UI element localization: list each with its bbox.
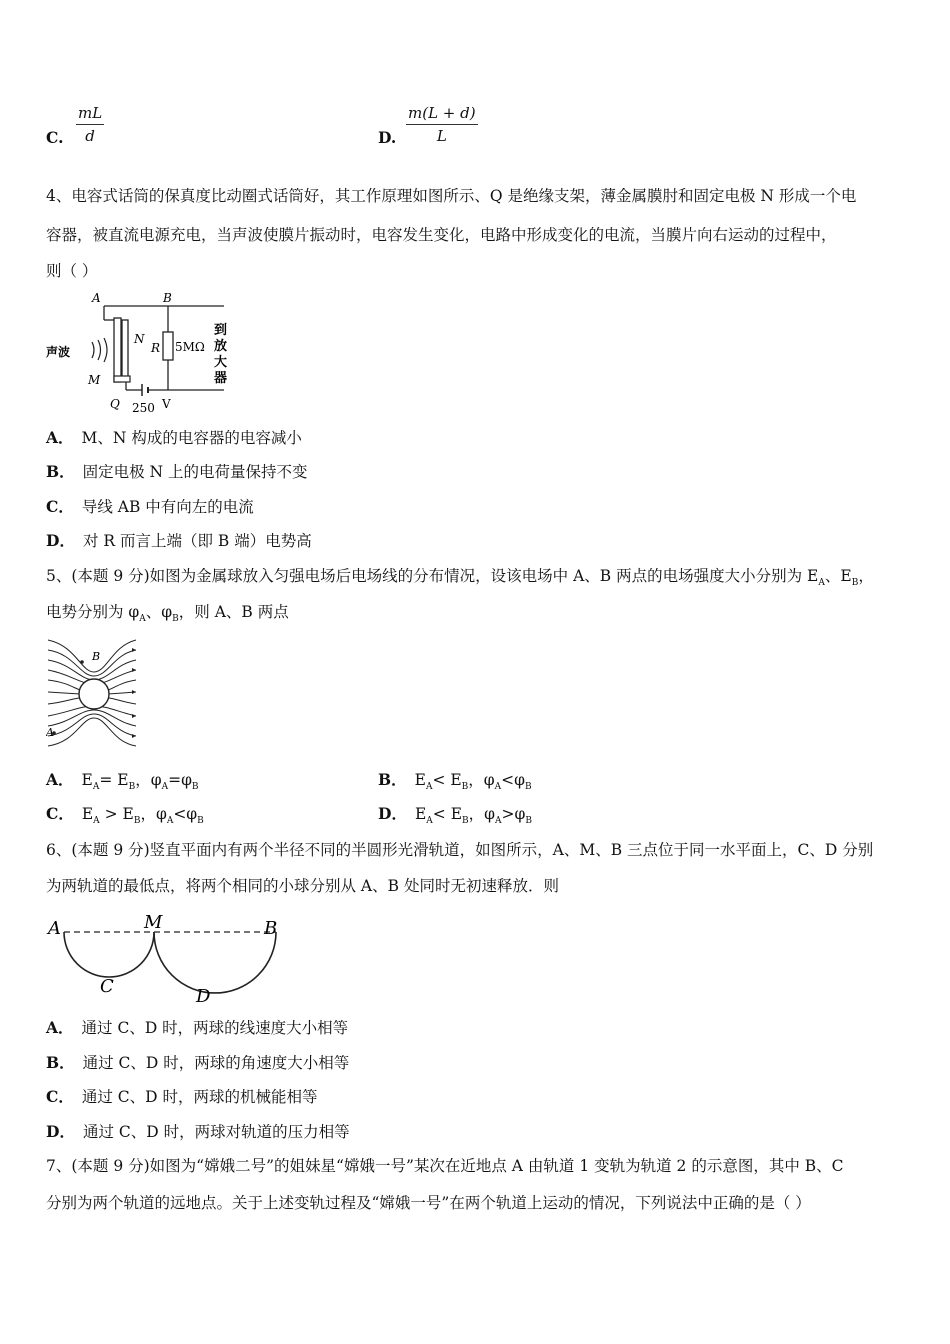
q4-option-a-label: A． [46, 428, 74, 447]
q5-stem-line1-text: 5、(本题 9 分)如图为金属球放入匀强电场后电场线的分布情况，设该电场中 A、B 两点的电场强度大小分别为 E [46, 567, 819, 585]
q5-option-c-label: C． [46, 804, 74, 823]
q5-fig-label-a: A [46, 726, 54, 739]
q4-circuit-diagram [44, 290, 244, 415]
q5-option-c-text: $E_A > E_B$，$\varphi_A<\varphi_B$ [81, 805, 204, 827]
q3-option-d-fraction [406, 104, 478, 145]
q6-option-c-label: C． [46, 1087, 74, 1106]
q5-option-c [46, 804, 204, 831]
q6-option-b-label: B． [46, 1053, 75, 1072]
q4-fig-label-b: B [163, 291, 172, 305]
q4-option-b-text: 固定电极 N 上的电荷量保持不变 [82, 463, 308, 481]
q3-option-c-label: C. [46, 128, 64, 147]
q6-track-diagram [44, 910, 294, 1010]
q5-option-b [378, 770, 532, 797]
q5-stem-line1: 5、(本题 9 分)如图为金属球放入匀强电场后电场线的分布情况，设该电场中 A、B 两点的电场强度大小分别为 $E_A$、$E_B$， [46, 567, 874, 589]
q3-option-d-numerator: m(L + d) [406, 104, 478, 125]
q4-option-a-text: M、N 构成的电容器的电容减小 [81, 429, 302, 447]
q3-option-d-denominator: L [436, 127, 447, 145]
q4-option-d-label: D． [46, 531, 75, 550]
q5-option-b-label: B． [378, 770, 407, 789]
q6-option-d-text: 通过 C、D 时，两球对轨道的压力相等 [82, 1123, 350, 1141]
q6-fig-label-m: M [144, 912, 163, 933]
q3-option-c-numerator: mL [76, 104, 104, 125]
q6-stem-line2: 为两轨道的最低点，将两个相同的小球分别从 A、B 处同时无初速释放．则 [46, 877, 559, 895]
q6-fig-label-d: D [196, 986, 211, 1007]
q6-option-c-text: 通过 C、D 时，两球的机械能相等 [81, 1088, 318, 1106]
q5-option-a [46, 770, 199, 797]
q5-stem-line2-text: 电势分别为 φ [46, 603, 140, 621]
q6-option-d-label: D． [46, 1122, 75, 1141]
q7-stem-line2: 分别为两个轨道的远地点。关于上述变轨过程及“嫦娥一号”在两个轨道上运动的情况，下列说法中正确的是（ ） [46, 1194, 811, 1212]
q4-stem-line1: 4、电容式话筒的保真度比动圈式话筒好，其工作原理如图所示、Q 是绝缘支架，薄金属膜肘和固定电极 N 形成一个电 [46, 187, 857, 205]
q6-stem-line1: 6、(本题 9 分)竖直平面内有两个半径不同的半圆形光滑轨道，如图所示，A、M、B 三点位于同一水平面上，C、D 分别 [46, 841, 874, 859]
q5-option-a-text: $E_A= E_B$，$\varphi_A=\varphi_B$ [81, 771, 199, 793]
q4-fig-sound-label: 声波 [46, 345, 71, 359]
q6-fig-label-c: C [100, 976, 114, 997]
q4-fig-voltage: 250 [132, 401, 155, 415]
q4-stem-line2: 容器，被直流电源充电，当声波使膜片振动时，电容发生变化，电路中形成变化的电流，当膜片向右运动的过程中， [46, 226, 837, 244]
q4-fig-amp-2: 放 [214, 339, 228, 354]
q4-fig-label-q: Q [110, 397, 120, 411]
q3-option-d [378, 128, 404, 148]
q5-field-diagram [46, 632, 138, 754]
q4-fig-amp-1: 到 [214, 323, 228, 338]
q5-option-d-text: $E_A< E_B$，$\varphi_A>\varphi_B$ [414, 805, 532, 827]
q6-option-c [46, 1087, 318, 1107]
q4-fig-label-a: A [92, 291, 101, 305]
q4-fig-amp-3: 大 [214, 355, 228, 370]
q4-option-c [46, 497, 254, 517]
q5-option-d-label: D． [378, 804, 407, 823]
q7-stem-line1: 7、(本题 9 分)如图为“嫦娥二号”的姐妹星“嫦娥一号”某次在近地点 A 由轨道 1 变轨为轨道 2 的示意图，其中 B、C [46, 1157, 844, 1175]
q6-option-a [46, 1018, 348, 1038]
q4-fig-label-n: N [134, 332, 145, 346]
q5-stem-line2: 电势分别为 $\varphi_A$、$\varphi_B$，则 A、B 两点 [46, 603, 289, 625]
q3-option-c-fraction [76, 104, 104, 145]
q4-option-a [46, 428, 302, 448]
q4-option-d-text: 对 R 而言上端（即 B 端）电势高 [82, 532, 312, 550]
q6-option-a-text: 通过 C、D 时，两球的线速度大小相等 [81, 1019, 349, 1037]
q5-sub-a: A [818, 578, 825, 589]
q4-option-d [46, 531, 312, 551]
q6-option-a-label: A． [46, 1018, 74, 1037]
q4-option-c-label: C． [46, 497, 74, 516]
q4-option-c-text: 导线 AB 中有向左的电流 [81, 498, 254, 516]
q6-option-d [46, 1122, 350, 1142]
q6-option-b-text: 通过 C、D 时，两球的角速度大小相等 [82, 1054, 350, 1072]
q4-option-b-label: B． [46, 462, 75, 481]
q4-fig-amp-4: 器 [214, 371, 228, 386]
q4-stem-line3: 则（ ） [46, 262, 98, 280]
q6-fig-label-a: A [48, 918, 61, 939]
q3-option-c-denominator: d [85, 127, 95, 145]
q4-fig-label-r: R [151, 341, 161, 355]
q5-option-d [378, 804, 532, 831]
q5-fig-label-b: B [92, 650, 101, 663]
q6-fig-label-b: B [264, 918, 278, 939]
q4-fig-resistance: 5MΩ [175, 340, 205, 354]
q4-option-b [46, 462, 308, 482]
q3-option-c [46, 128, 71, 148]
q5-sub-b: B [851, 578, 859, 589]
q6-option-b [46, 1053, 349, 1073]
q5-option-a-label: A． [46, 770, 74, 789]
q3-option-d-label: D. [378, 128, 397, 147]
q5-option-b-text: $E_A< E_B$，$\varphi_A<\varphi_B$ [414, 771, 532, 793]
q5-stem-line2-end: ，则 A、B 两点 [178, 603, 289, 621]
q4-fig-unit-v: V [162, 397, 171, 411]
q4-fig-label-m: M [88, 373, 101, 387]
